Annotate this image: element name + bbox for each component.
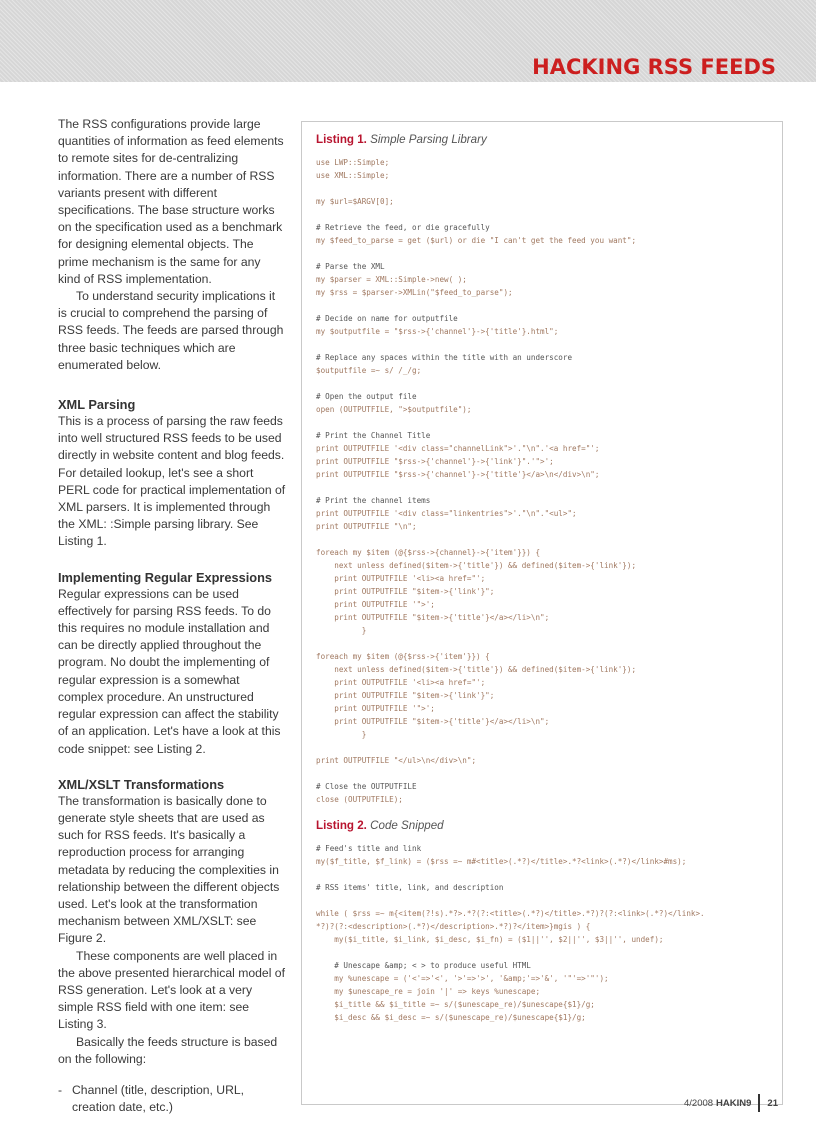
code-line: print OUTPUTFILE "$item->{'link'}"; [316, 691, 495, 700]
code-line: print OUTPUTFILE "$item->{'title'}</a></li>\n"; [316, 613, 550, 622]
section-heading-regular-expressions: Implementing Regular Expressions [58, 569, 273, 585]
code-line [316, 946, 776, 959]
code-line: while ( $rss =~ m{<item(?!s).*?>.*?(?:<title>(.*?)</title>.*?)?(?:<link>(.*?)</link>. [316, 909, 705, 918]
code-line: open (OUTPUTFILE, ">$outputfile"); [316, 405, 472, 414]
code-line: print OUTPUTFILE "$rss->{'channel'}->{'title'}</a>\n</div>\n"; [316, 470, 600, 479]
code-line [316, 338, 776, 351]
page-footer [684, 1094, 778, 1112]
listing-2-title [316, 818, 776, 834]
code-line: next unless defined($item->{'title'}) && defined($item->{'link'}); [316, 561, 637, 570]
code-line: my $url=$ARGV[0]; [316, 197, 394, 206]
code-line: print OUTPUTFILE '<div class="linkentries">'."\n"."<ul>"; [316, 509, 577, 518]
page-header-band [0, 0, 816, 82]
code-line: # Open the output file [316, 392, 417, 401]
listing-1-caption: Simple Parsing Library [370, 133, 487, 146]
code-line: my($i_title, $i_link, $i_desc, $i_fn) = ($1||'', $2||'', $3||'', undef); [316, 935, 664, 944]
code-line: $i_desc && $i_desc =~ s/($unescape_re)/$unescape{$1}/g; [316, 1013, 586, 1022]
code-line: use LWP::Simple; [316, 158, 390, 167]
code-line: print OUTPUTFILE '<li><a href="'; [316, 678, 486, 687]
code-line: print OUTPUTFILE "$rss->{'channel'}->{'link'}".'">'; [316, 457, 554, 466]
paragraph: The RSS configurations provide large quantities of information as feed elements to remote sites for de-centralizing information. There are a number of RSS variants present with different specifications. The base structure works on the specification used as a benchmark for designing elemental objects. The prime mechanism is the same for any kind of RSS implementation. [58, 117, 284, 286]
listing-2-code [316, 842, 776, 1024]
code-line: my($f_title, $f_link) = ($rss =~ m#<title>(.*?)</title>.*?<link>(.*?)</link>#ms); [316, 857, 687, 866]
code-line: # Print the channel items [316, 496, 431, 505]
list-item [58, 1082, 286, 1116]
paragraph: The transformation is basically done to generate style sheets that are used as such for RSS feeds. It's basically a reproduction process for arranging metadata by reducing the complexities in relationship between the different objects used. Let's look at the transformation mechanism between XML/XSLT: see Figure 2. [58, 793, 280, 946]
code-line [316, 637, 776, 650]
code-line: # Decide on name for outputfile [316, 314, 458, 323]
code-line: my $parser = XML::Simple->new( ); [316, 275, 467, 284]
code-line: # Parse the XML [316, 262, 385, 271]
code-line [316, 481, 776, 494]
paragraph: Regular expressions can be used effectively for parsing RSS feeds. To do this requires no module installation and can be directly applied throughout the program. No doubt the implementing of regular expression is a somewhat complex procedure. An unstructured regular expression can affect the stability of an application. Let's have a look at this code snippet: see Listing 2. [58, 586, 281, 756]
code-line: next unless defined($item->{'title'}) && defined($item->{'link'}); [316, 665, 637, 674]
paragraph: This is a process of parsing the raw feeds into well structured RSS feeds to be used directly in website content and blog feeds. For detailed lookup, let's see a short PERL code for practical implementation of XML parsers. It is implemented through the XML: :Simple parsing library. See Listing 1. [58, 414, 286, 549]
code-line: close (OUTPUTFILE); [316, 795, 403, 804]
listing-1-code [316, 156, 776, 806]
code-line: my $feed_to_parse = get ($url) or die "I can't get the feed you want"; [316, 236, 637, 245]
paragraph: To understand security implications it is crucial to comprehend the parsing of RSS feeds. The feeds are parsed through three basic techniques which are enumerated below. [58, 289, 284, 372]
code-line [316, 299, 776, 312]
code-line [316, 894, 776, 907]
list-item-text: Channel (title, description, URL, creation date, etc.) [72, 1082, 245, 1115]
code-line: $i_title && $i_title =~ s/($unescape_re)/$unescape{$1}/g; [316, 1000, 595, 1009]
page-number: 21 [767, 1097, 778, 1109]
code-line: print OUTPUTFILE "\n"; [316, 522, 417, 531]
listing-1-title [316, 132, 776, 148]
code-line: my $outputfile = "$rss->{'channel'}->{'title'}.html"; [316, 327, 559, 336]
code-line: # Retrieve the feed, or die gracefully [316, 223, 490, 232]
code-line: $outputfile =~ s/ /_/g; [316, 366, 422, 375]
code-line: } [316, 730, 367, 739]
code-line: foreach my $item (@{$rss->{'item'}}) { [316, 652, 490, 661]
paragraph: These components are well placed in the above presented hierarchical model of RSS generation. Let's look at a very simple RSS field with one item: see Listing 3. [58, 948, 285, 1032]
footer-divider [758, 1094, 760, 1112]
code-listings-box [301, 121, 783, 1105]
paragraph: Basically the feeds structure is based on the following: [58, 1034, 278, 1066]
code-line [316, 416, 776, 429]
code-line: # Close the OUTPUTFILE [316, 782, 417, 791]
code-line: } [316, 626, 367, 635]
code-line [316, 377, 776, 390]
bullet-mark: - [58, 1082, 63, 1097]
code-line: # Unescape &amp; < > to produce useful HTML [316, 961, 531, 970]
section-title: HACKING RSS FEEDS [532, 55, 776, 79]
code-line [316, 247, 776, 260]
section-heading-xml-parsing: XML Parsing [58, 397, 136, 413]
code-line: print OUTPUTFILE "$item->{'title'}</a></li>\n"; [316, 717, 550, 726]
code-line: my $rss = $parser->XMLin("$feed_to_parse"); [316, 288, 513, 297]
code-line: my $unescape_re = join '|' => keys %unescape; [316, 987, 541, 996]
code-line: print OUTPUTFILE '<div class="channelLink">'."\n".'<a href="'; [316, 444, 600, 453]
code-line: print OUTPUTFILE '">'; [316, 704, 435, 713]
section-heading-xslt: XML/XSLT Transformations [58, 776, 225, 792]
code-line: print OUTPUTFILE '<li><a href="'; [316, 574, 486, 583]
issue-number: 4/2008 [683, 1097, 714, 1109]
listing-2-caption: Code Snipped [370, 819, 444, 832]
code-line: foreach my $item (@{$rss->{channel}->{'item'}}) { [316, 548, 541, 557]
code-line: # Replace any spaces within the title with an underscore [316, 353, 573, 362]
code-line: use XML::Simple; [316, 171, 390, 180]
code-line [316, 533, 776, 546]
code-line: *?)?(?:<description>(.*?)</description>.*?)?</item>}mgis ) { [316, 922, 591, 931]
listing-2-label: Listing 2. [316, 819, 367, 832]
listing-1-label: Listing 1. [316, 133, 367, 146]
code-line [316, 767, 776, 780]
code-line: print OUTPUTFILE "$item->{'link'}"; [316, 587, 495, 596]
code-line: my %unescape = ('<'=>'<', '>'=>'>', '&amp;'=>'&', '"'=>'"'); [316, 974, 609, 983]
magazine-name: HAKIN9 [716, 1097, 752, 1109]
code-line [316, 182, 776, 195]
code-line: print OUTPUTFILE "</ul>\n</div>\n"; [316, 756, 477, 765]
code-line [316, 868, 776, 881]
code-line: # Print the Channel Title [316, 431, 431, 440]
code-line [316, 208, 776, 221]
code-line: print OUTPUTFILE '">'; [316, 600, 435, 609]
code-line: # Feed's title and link [316, 844, 422, 853]
code-line [316, 741, 776, 754]
code-line: # RSS items' title, link, and description [316, 883, 504, 892]
article-text-column [58, 116, 286, 1116]
